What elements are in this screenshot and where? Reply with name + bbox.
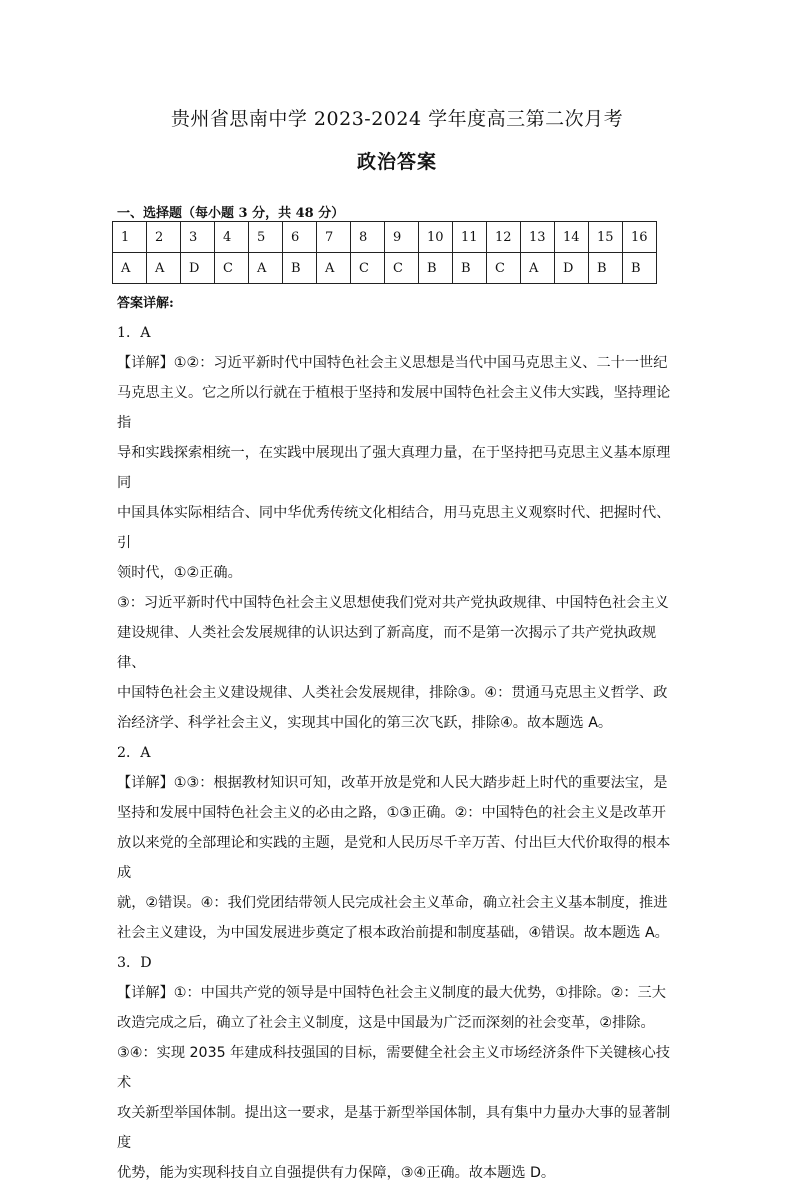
- explanation-line: ③④：实现 2035 年建成科技强国的目标，需要健全社会主义市场经济条件下关键核心技术: [117, 1045, 670, 1091]
- question-number-row: [113, 222, 657, 253]
- question-number-cell: 15: [589, 222, 623, 253]
- answer-cell: A: [147, 253, 181, 284]
- explanation-line: 导和实践探索相统一，在实践中展现出了强大真理力量，在于坚持把马克思主义基本原理同: [117, 445, 671, 491]
- question-number-cell: 1: [113, 222, 147, 253]
- explanation-line: 坚持和发展中国特色社会主义的必由之路，①③正确。②：中国特色的社会主义是改革开: [117, 805, 666, 821]
- page-title: 贵州省思南中学 2023-2024 学年度高三第二次月考: [170, 108, 624, 130]
- answer-cell: B: [589, 253, 623, 284]
- explanation-line: 就，②错误。④：我们党团结带领人民完成社会主义革命，确立社会主义基本制度，推进: [117, 895, 668, 911]
- question-number-cell: 9: [385, 222, 419, 253]
- explanation-line: 治经济学、科学社会主义，实现其中国化的第三次飞跃，排除④。故本题选 A。: [117, 715, 613, 731]
- question-number-cell: 10: [419, 222, 453, 253]
- question-number-cell: 8: [351, 222, 385, 253]
- answer-cell: B: [283, 253, 317, 284]
- question-number-cell: 16: [623, 222, 657, 253]
- question-number-cell: 14: [555, 222, 589, 253]
- question-label: 1．A: [117, 325, 151, 341]
- question-number-cell: 7: [317, 222, 351, 253]
- answer-cell: C: [351, 253, 385, 284]
- question-number-cell: 5: [249, 222, 283, 253]
- question-number-cell: 11: [453, 222, 487, 253]
- explanation-line: 优势，能为实现科技自立自强提供有力保障，③④正确。故本题选 D。: [117, 1165, 556, 1181]
- answer-cell: A: [317, 253, 351, 284]
- answer-cell: D: [555, 253, 589, 284]
- explanation-line: 【详解】①③：根据教材知识可知，改革开放是党和人民大踏步赶上时代的重要法宝，是: [117, 775, 668, 791]
- explanation-line: 放以来党的全部理论和实践的主题，是党和人民历尽千辛万苦、付出巨大代价取得的根本成: [117, 835, 671, 881]
- answer-row: [113, 253, 657, 284]
- answer-cell: C: [215, 253, 249, 284]
- explanation-line: 马克思主义。它之所以行就在于植根于坚持和发展中国特色社会主义伟大实践，坚持理论指: [117, 385, 671, 431]
- explanation-line: 【详解】①：中国共产党的领导是中国特色社会主义制度的最大优势，①排除。②：三大: [117, 985, 666, 1001]
- explanation-line: 中国特色社会主义建设规律、人类社会发展规律，排除③。④：贯通马克思主义哲学、政: [117, 685, 668, 701]
- explanation-line: 社会主义建设，为中国发展进步奠定了根本政治前提和制度基础，④错误。故本题选 A。: [117, 925, 669, 941]
- explanation-line: 【详解】①②：习近平新时代中国特色社会主义思想是当代中国马克思主义、二十一世纪: [117, 355, 668, 371]
- question-number-cell: 3: [181, 222, 215, 253]
- explanation-line: 建设规律、人类社会发展规律的认识达到了新高度，而不是第一次揭示了共产党执政规律、: [117, 625, 657, 671]
- answer-cell: A: [521, 253, 555, 284]
- answer-cell: A: [249, 253, 283, 284]
- page-subtitle: 政治答案: [356, 151, 437, 173]
- answer-cell: B: [453, 253, 487, 284]
- question-number-cell: 4: [215, 222, 249, 253]
- answer-cell: B: [419, 253, 453, 284]
- question-number-cell: 6: [283, 222, 317, 253]
- question-number-cell: 2: [147, 222, 181, 253]
- answer-cell: B: [623, 253, 657, 284]
- explanation-line: ③：习近平新时代中国特色社会主义思想使我们党对共产党执政规律、中国特色社会主义: [117, 595, 669, 611]
- answer-cell: C: [385, 253, 419, 284]
- explanation-line: 攻关新型举国体制。提出这一要求，是基于新型举国体制，具有集中力量办大事的显著制度: [117, 1105, 671, 1151]
- answer-cell: A: [113, 253, 147, 284]
- question-number-cell: 12: [487, 222, 521, 253]
- answer-cell: D: [181, 253, 215, 284]
- question-label: 2．A: [117, 745, 151, 761]
- question-number-cell: 13: [521, 222, 555, 253]
- explanation-line: 改造完成之后，确立了社会主义制度，这是中国最为广泛而深刻的社会变革，②排除。: [117, 1015, 655, 1031]
- answer-table: [112, 221, 657, 284]
- explanation-heading: 答案详解:: [117, 296, 174, 311]
- answer-cell: C: [487, 253, 521, 284]
- explanation-line: 中国具体实际相结合、同中华优秀传统文化相结合，用马克思主义观察时代、把握时代、引: [117, 505, 671, 551]
- explanation-body: [117, 318, 682, 1188]
- explanation-line: 领时代，①②正确。: [117, 565, 242, 581]
- question-label: 3．D: [117, 955, 152, 971]
- section-heading: 一、选择题（每小题 3 分，共 48 分）: [117, 206, 345, 221]
